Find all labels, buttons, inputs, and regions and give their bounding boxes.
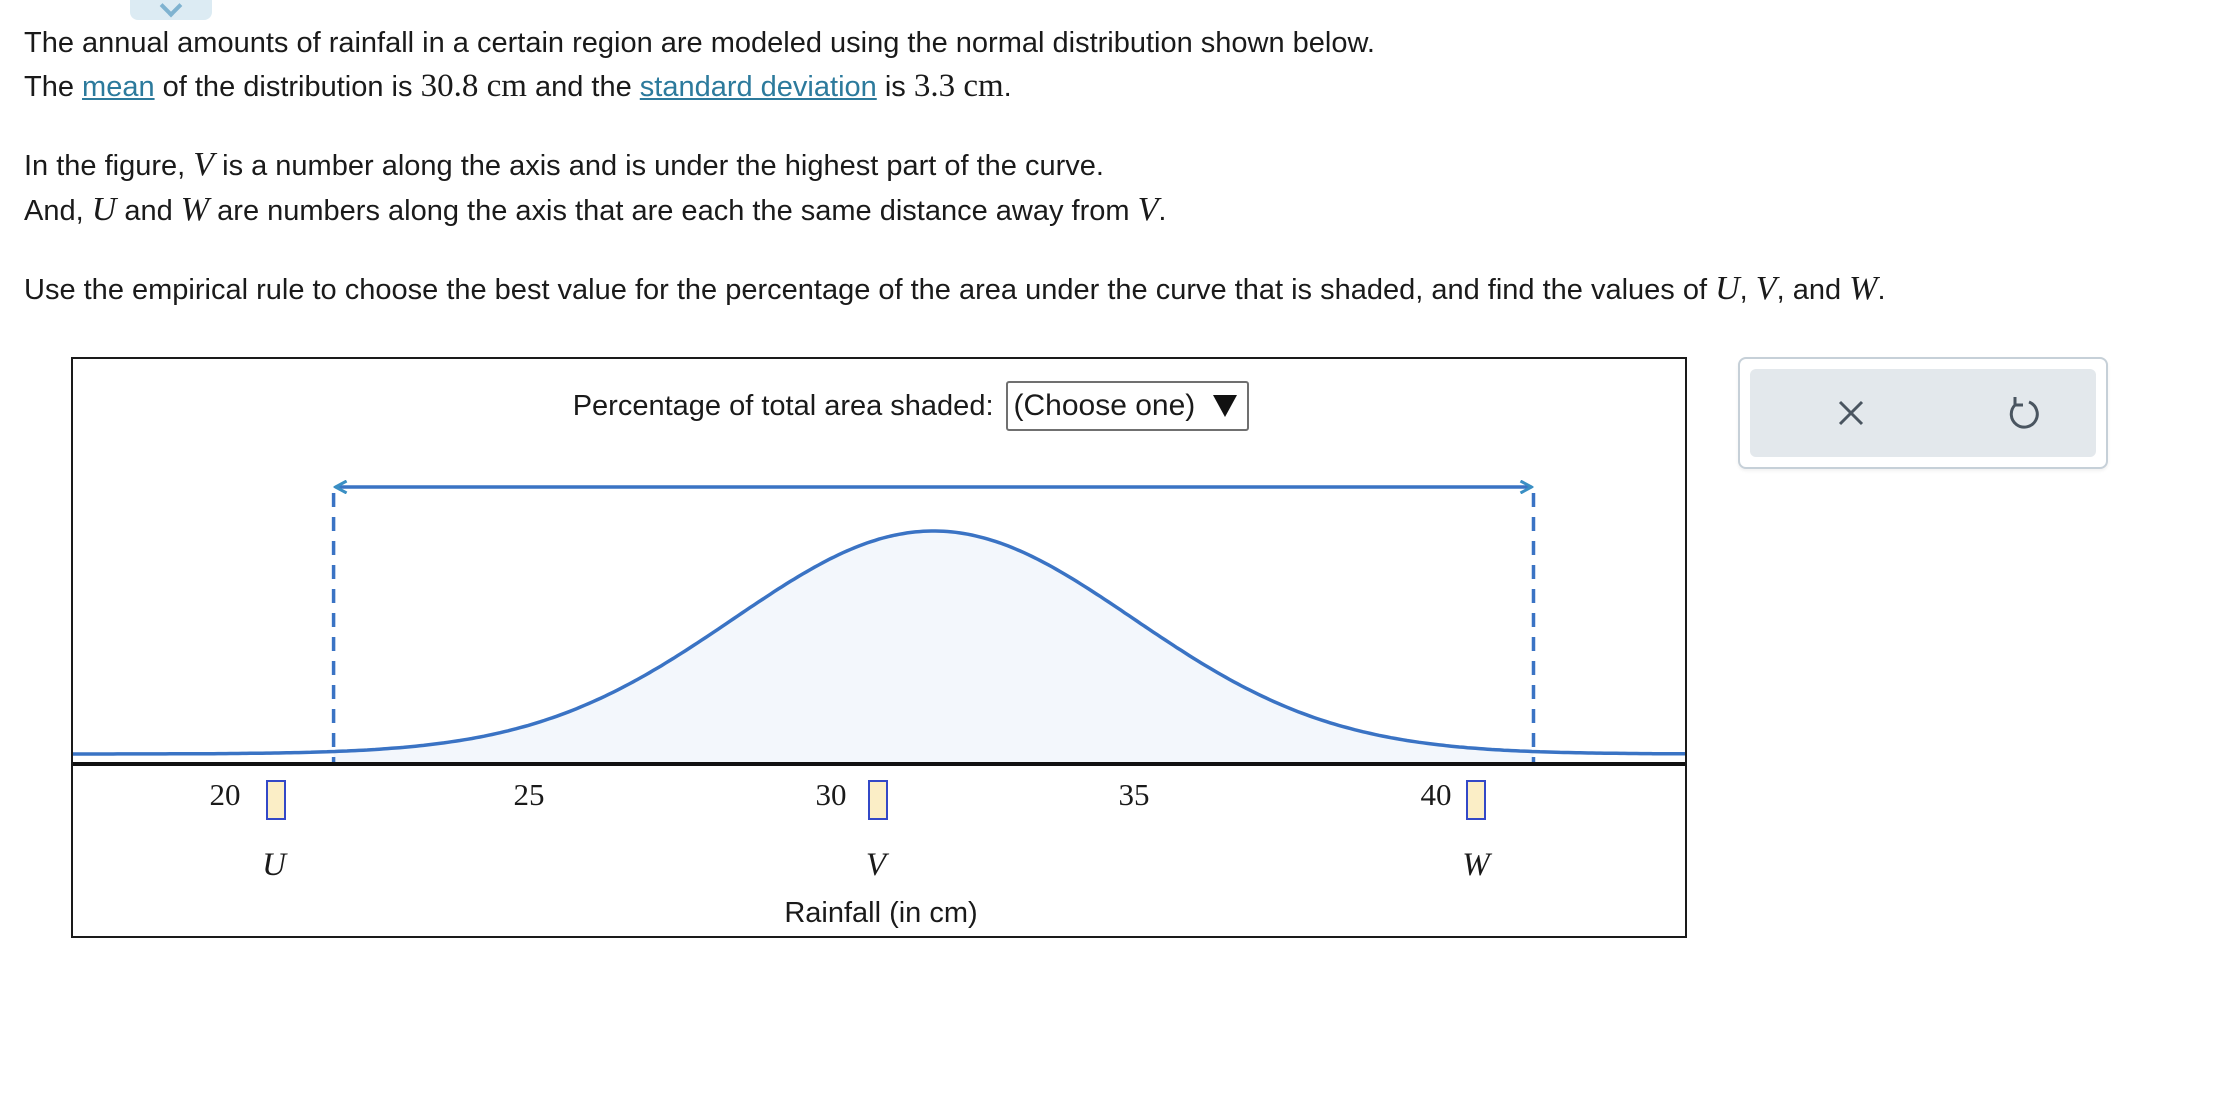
- tick-label-20: 20: [209, 777, 241, 812]
- v-label: V: [865, 847, 887, 883]
- u-label: U: [262, 847, 286, 883]
- sd-value: 3.3 cm: [913, 68, 1004, 104]
- prompt-line-1: The annual amounts of rainfall in a certain region are modeled using the normal distribution shown below.: [24, 27, 1375, 59]
- axis-title: Rainfall (in cm): [784, 897, 978, 929]
- prompt-line-3: In the figure, V is a number along the axis and is under the highest part of the curve.: [24, 146, 1104, 183]
- clear-button[interactable]: [1821, 383, 1881, 443]
- tick-label-35: 35: [1118, 777, 1150, 812]
- percentage-dropdown[interactable]: [1006, 381, 1250, 431]
- reset-button[interactable]: [1993, 383, 2053, 443]
- mean-value: 30.8 cm: [420, 68, 527, 104]
- v-input[interactable]: [868, 780, 888, 820]
- collapse-tab[interactable]: [130, 0, 212, 20]
- undo-icon: [1993, 383, 2053, 443]
- u-input[interactable]: [266, 780, 286, 820]
- w-label: W: [1462, 847, 1490, 883]
- percentage-row: [73, 381, 1689, 431]
- tool-buttons: [1750, 369, 2096, 457]
- standard-deviation-link[interactable]: standard deviation: [639, 71, 877, 103]
- chevron-down-icon: [160, 0, 183, 17]
- tick-label-40: 40: [1420, 777, 1452, 812]
- tick-label-25: 25: [513, 777, 545, 812]
- question-prompt: [24, 22, 1886, 312]
- mean-link[interactable]: mean: [82, 71, 155, 103]
- prompt-line-4: And, U and W are numbers along the axis that are each the same distance away from V.: [24, 191, 1167, 228]
- close-icon: [1821, 383, 1881, 443]
- normal-distribution-figure: [71, 357, 1687, 938]
- caret-down-icon: [1213, 395, 1237, 417]
- tick-label-30: 30: [815, 777, 847, 812]
- w-input[interactable]: [1466, 780, 1486, 820]
- prompt-line-2: The mean of the distribution is 30.8 cm and the standard deviation is 3.3 cm.: [24, 68, 1012, 104]
- tool-panel: [1738, 357, 2108, 469]
- prompt-line-5: Use the empirical rule to choose the best value for the percentage of the area under the curve that is shaded, and find the values of U, V, and W.: [24, 270, 1886, 307]
- percentage-label: Percentage of total area shaded:: [572, 389, 994, 422]
- dropdown-value: (Choose one): [1013, 389, 1196, 422]
